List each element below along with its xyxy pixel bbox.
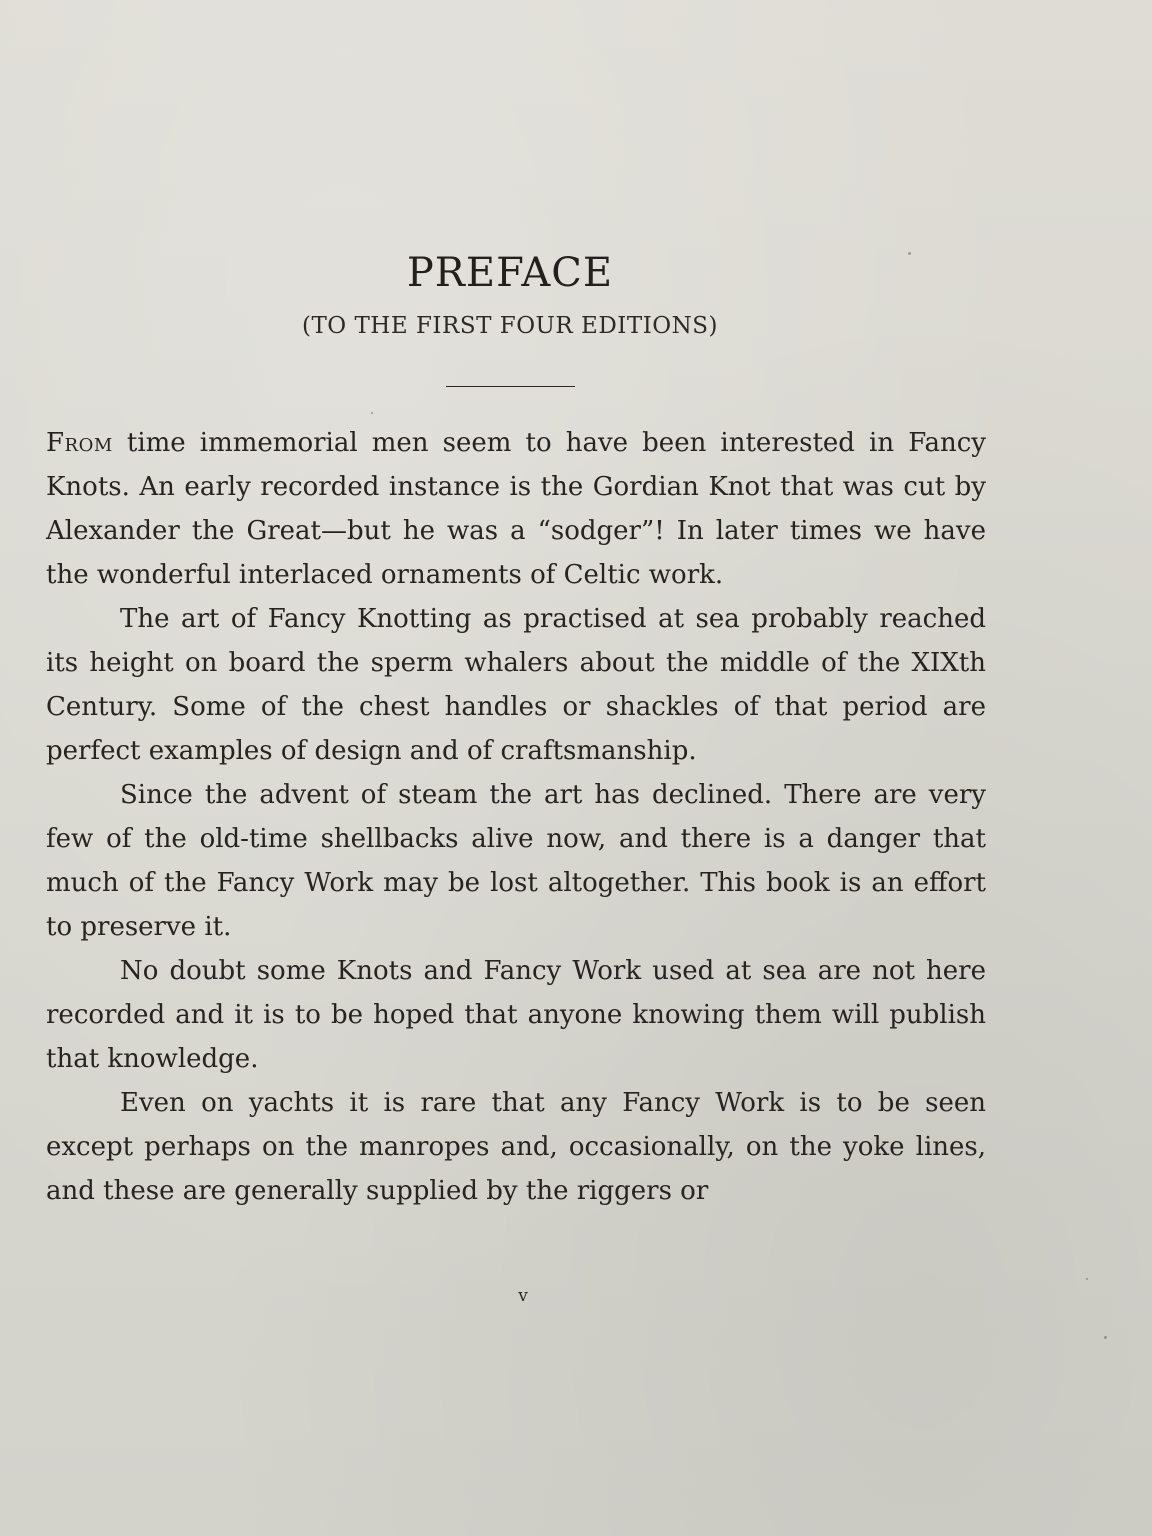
paragraph-lead-word: From xyxy=(46,428,113,458)
paragraph-2: The art of Fancy Knotting as practised at sea probably reached its height on board the sperm whalers about the middle of the XIXth Century. Some of the chest handles or shackles of that period are perfect examples of design and of craftsmanship. xyxy=(46,604,986,766)
page-title: PREFACE xyxy=(406,250,614,296)
paper-speck xyxy=(908,252,911,255)
paragraph-4: No doubt some Knots and Fancy Work used at sea are not here recorded and it is to be hoped that anyone knowing them will publish that knowledge. xyxy=(46,956,986,1074)
paragraph-3: Since the advent of steam the art has declined. There are very few of the old-time shellbacks alive now, and there is a danger that much of the Fancy Work may be lost altogether. This book is an effort to preserve it. xyxy=(46,780,986,942)
paper-speck xyxy=(1104,1336,1107,1339)
page-subtitle: (TO THE FIRST FOUR EDITIONS) xyxy=(301,313,719,339)
page-number: v xyxy=(518,1286,528,1306)
preface-body xyxy=(46,421,986,1213)
paper-speck xyxy=(1086,1278,1088,1280)
title-divider xyxy=(446,386,575,387)
paragraph-1 xyxy=(46,421,986,597)
paragraph-5: Even on yachts it is rare that any Fancy Work is to be seen except perhaps on the manropes and, occasionally, on the yoke lines, and these are generally supplied by the riggers or xyxy=(46,1088,986,1206)
paper-speck xyxy=(371,412,373,414)
paragraph-text: time immemorial men seem to have been interested in Fancy Knots. An early recorded instance is the Gordian Knot that was cut by Alexander the Great—but he was a “sodger”! In later times we have the wonderful interlaced ornaments of Celtic work. xyxy=(46,428,986,590)
